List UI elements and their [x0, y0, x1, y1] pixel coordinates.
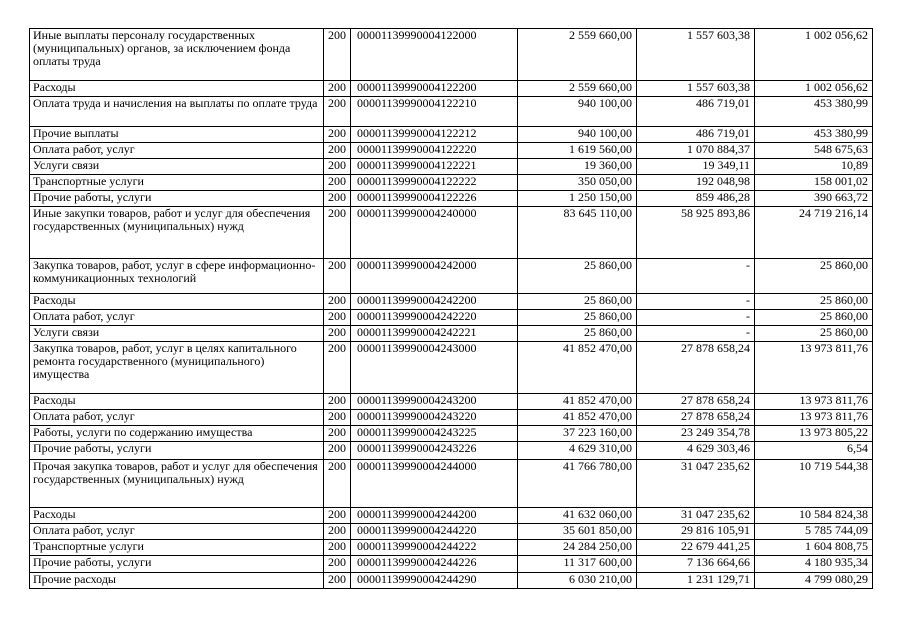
line-code-cell: 200	[324, 29, 351, 81]
table-row	[30, 143, 873, 159]
approved-amount-cell: 19 360,00	[518, 159, 637, 175]
approved-amount-cell: 350 050,00	[518, 175, 637, 191]
budget-classification-code-cell: 00001139990004242200	[351, 294, 518, 310]
expense-name-cell: Прочие работы, услуги	[30, 556, 324, 573]
executed-amount-cell: 29 816 105,91	[637, 524, 755, 540]
expense-name-cell: Оплата труда и начисления на выплаты по оплате труда	[30, 97, 324, 127]
unexecuted-amount-cell: 13 973 805,22	[755, 426, 873, 442]
executed-amount-cell: 1 070 884,37	[637, 143, 755, 159]
line-code-cell: 200	[324, 310, 351, 326]
unexecuted-amount-cell: 158 001,02	[755, 175, 873, 191]
budget-classification-code-cell: 00001139990004244290	[351, 573, 518, 589]
expense-name-cell: Оплата работ, услуг	[30, 143, 324, 159]
line-code-cell: 200	[324, 442, 351, 460]
line-code-cell: 200	[324, 410, 351, 426]
approved-amount-cell: 1 250 150,00	[518, 191, 637, 207]
unexecuted-amount-cell: 10,89	[755, 159, 873, 175]
executed-amount-cell: 859 486,28	[637, 191, 755, 207]
executed-amount-cell: -	[637, 310, 755, 326]
executed-amount-cell: 192 048,98	[637, 175, 755, 191]
line-code-cell: 200	[324, 394, 351, 410]
budget-classification-code-cell: 00001139990004243226	[351, 442, 518, 460]
approved-amount-cell: 940 100,00	[518, 127, 637, 143]
budget-classification-code-cell: 00001139990004244000	[351, 460, 518, 508]
expense-name-cell: Расходы	[30, 81, 324, 97]
budget-execution-table	[29, 28, 873, 589]
budget-execution-table-page	[29, 28, 873, 589]
unexecuted-amount-cell: 548 675,63	[755, 143, 873, 159]
line-code-cell: 200	[324, 426, 351, 442]
table-row	[30, 207, 873, 259]
approved-amount-cell: 940 100,00	[518, 97, 637, 127]
budget-classification-code-cell: 00001139990004244222	[351, 540, 518, 556]
unexecuted-amount-cell: 4 799 080,29	[755, 573, 873, 589]
executed-amount-cell: 27 878 658,24	[637, 394, 755, 410]
executed-amount-cell: 1 557 603,38	[637, 29, 755, 81]
executed-amount-cell: 1 231 129,71	[637, 573, 755, 589]
approved-amount-cell: 4 629 310,00	[518, 442, 637, 460]
table-row	[30, 326, 873, 342]
executed-amount-cell: 23 249 354,78	[637, 426, 755, 442]
line-code-cell: 200	[324, 326, 351, 342]
budget-classification-code-cell: 00001139990004242000	[351, 259, 518, 294]
unexecuted-amount-cell: 25 860,00	[755, 326, 873, 342]
expense-name-cell: Транспортные услуги	[30, 175, 324, 191]
unexecuted-amount-cell: 1 604 808,75	[755, 540, 873, 556]
table-row	[30, 556, 873, 573]
approved-amount-cell: 25 860,00	[518, 310, 637, 326]
line-code-cell: 200	[324, 143, 351, 159]
budget-classification-code-cell: 00001139990004243200	[351, 394, 518, 410]
line-code-cell: 200	[324, 259, 351, 294]
budget-classification-code-cell: 00001139990004122221	[351, 159, 518, 175]
expense-name-cell: Услуги связи	[30, 159, 324, 175]
unexecuted-amount-cell: 6,54	[755, 442, 873, 460]
expense-name-cell: Прочие работы, услуги	[30, 442, 324, 460]
line-code-cell: 200	[324, 540, 351, 556]
executed-amount-cell: 31 047 235,62	[637, 508, 755, 524]
line-code-cell: 200	[324, 127, 351, 143]
expense-name-cell: Оплата работ, услуг	[30, 310, 324, 326]
executed-amount-cell: 58 925 893,86	[637, 207, 755, 259]
approved-amount-cell: 24 284 250,00	[518, 540, 637, 556]
approved-amount-cell: 11 317 600,00	[518, 556, 637, 573]
approved-amount-cell: 35 601 850,00	[518, 524, 637, 540]
table-row	[30, 191, 873, 207]
budget-classification-code-cell: 00001139990004122210	[351, 97, 518, 127]
executed-amount-cell: 7 136 664,66	[637, 556, 755, 573]
executed-amount-cell: 486 719,01	[637, 97, 755, 127]
unexecuted-amount-cell: 13 973 811,76	[755, 342, 873, 394]
approved-amount-cell: 41 852 470,00	[518, 394, 637, 410]
executed-amount-cell: 27 878 658,24	[637, 410, 755, 426]
budget-classification-code-cell: 00001139990004243225	[351, 426, 518, 442]
table-row	[30, 159, 873, 175]
expense-name-cell: Прочие расходы	[30, 573, 324, 589]
budget-classification-code-cell: 00001139990004243000	[351, 342, 518, 394]
approved-amount-cell: 37 223 160,00	[518, 426, 637, 442]
approved-amount-cell: 41 852 470,00	[518, 410, 637, 426]
line-code-cell: 200	[324, 573, 351, 589]
expense-name-cell: Прочие работы, услуги	[30, 191, 324, 207]
unexecuted-amount-cell: 25 860,00	[755, 259, 873, 294]
unexecuted-amount-cell: 1 002 056,62	[755, 29, 873, 81]
expense-name-cell: Расходы	[30, 394, 324, 410]
executed-amount-cell: 486 719,01	[637, 127, 755, 143]
executed-amount-cell: -	[637, 294, 755, 310]
approved-amount-cell: 41 852 470,00	[518, 342, 637, 394]
budget-classification-code-cell: 00001139990004243220	[351, 410, 518, 426]
table-row	[30, 394, 873, 410]
line-code-cell: 200	[324, 342, 351, 394]
table-row	[30, 29, 873, 81]
line-code-cell: 200	[324, 556, 351, 573]
table-row	[30, 508, 873, 524]
unexecuted-amount-cell: 4 180 935,34	[755, 556, 873, 573]
line-code-cell: 200	[324, 81, 351, 97]
budget-classification-code-cell: 00001139990004242221	[351, 326, 518, 342]
budget-classification-code-cell: 00001139990004240000	[351, 207, 518, 259]
expense-name-cell: Прочая закупка товаров, работ и услуг для обеспечения государственных (муниципальных) нужд	[30, 460, 324, 508]
unexecuted-amount-cell: 10 719 544,38	[755, 460, 873, 508]
unexecuted-amount-cell: 1 002 056,62	[755, 81, 873, 97]
expense-name-cell: Прочие выплаты	[30, 127, 324, 143]
approved-amount-cell: 2 559 660,00	[518, 81, 637, 97]
table-row	[30, 259, 873, 294]
unexecuted-amount-cell: 24 719 216,14	[755, 207, 873, 259]
expense-name-cell: Иные закупки товаров, работ и услуг для обеспечения государственных (муниципальных) нужд	[30, 207, 324, 259]
line-code-cell: 200	[324, 175, 351, 191]
unexecuted-amount-cell: 25 860,00	[755, 310, 873, 326]
table-row	[30, 426, 873, 442]
table-row	[30, 410, 873, 426]
unexecuted-amount-cell: 25 860,00	[755, 294, 873, 310]
line-code-cell: 200	[324, 97, 351, 127]
table-row	[30, 127, 873, 143]
expense-name-cell: Услуги связи	[30, 326, 324, 342]
expense-name-cell: Закупка товаров, работ, услуг в целях капитального ремонта государственного (муниципального) имущества	[30, 342, 324, 394]
unexecuted-amount-cell: 13 973 811,76	[755, 394, 873, 410]
table-row	[30, 342, 873, 394]
line-code-cell: 200	[324, 524, 351, 540]
executed-amount-cell: 1 557 603,38	[637, 81, 755, 97]
budget-classification-code-cell: 00001139990004122200	[351, 81, 518, 97]
table-row	[30, 573, 873, 589]
expense-name-cell: Транспортные услуги	[30, 540, 324, 556]
executed-amount-cell: 19 349,11	[637, 159, 755, 175]
executed-amount-cell: 31 047 235,62	[637, 460, 755, 508]
executed-amount-cell: -	[637, 326, 755, 342]
expense-name-cell: Расходы	[30, 294, 324, 310]
table-row	[30, 460, 873, 508]
expense-name-cell: Иные выплаты персоналу государственных (муниципальных) органов, за исключением фонда оплаты труда	[30, 29, 324, 81]
executed-amount-cell: -	[637, 259, 755, 294]
approved-amount-cell: 6 030 210,00	[518, 573, 637, 589]
unexecuted-amount-cell: 390 663,72	[755, 191, 873, 207]
line-code-cell: 200	[324, 460, 351, 508]
approved-amount-cell: 1 619 560,00	[518, 143, 637, 159]
unexecuted-amount-cell: 10 584 824,38	[755, 508, 873, 524]
executed-amount-cell: 4 629 303,46	[637, 442, 755, 460]
approved-amount-cell: 25 860,00	[518, 326, 637, 342]
unexecuted-amount-cell: 5 785 744,09	[755, 524, 873, 540]
executed-amount-cell: 22 679 441,25	[637, 540, 755, 556]
expense-name-cell: Оплата работ, услуг	[30, 410, 324, 426]
budget-classification-code-cell: 00001139990004122212	[351, 127, 518, 143]
table-row	[30, 524, 873, 540]
budget-classification-code-cell: 00001139990004122222	[351, 175, 518, 191]
approved-amount-cell: 2 559 660,00	[518, 29, 637, 81]
approved-amount-cell: 25 860,00	[518, 294, 637, 310]
budget-classification-code-cell: 00001139990004244200	[351, 508, 518, 524]
approved-amount-cell: 83 645 110,00	[518, 207, 637, 259]
budget-classification-code-cell: 00001139990004122226	[351, 191, 518, 207]
line-code-cell: 200	[324, 508, 351, 524]
table-row	[30, 310, 873, 326]
budget-classification-code-cell: 00001139990004122220	[351, 143, 518, 159]
unexecuted-amount-cell: 453 380,99	[755, 97, 873, 127]
expense-name-cell: Закупка товаров, работ, услуг в сфере информационно-коммуникационных технологий	[30, 259, 324, 294]
line-code-cell: 200	[324, 207, 351, 259]
approved-amount-cell: 25 860,00	[518, 259, 637, 294]
line-code-cell: 200	[324, 191, 351, 207]
table-row	[30, 175, 873, 191]
approved-amount-cell: 41 766 780,00	[518, 460, 637, 508]
table-row	[30, 442, 873, 460]
line-code-cell: 200	[324, 159, 351, 175]
table-body	[30, 29, 873, 589]
table-row	[30, 294, 873, 310]
budget-classification-code-cell: 00001139990004244226	[351, 556, 518, 573]
budget-classification-code-cell: 00001139990004244220	[351, 524, 518, 540]
unexecuted-amount-cell: 13 973 811,76	[755, 410, 873, 426]
unexecuted-amount-cell: 453 380,99	[755, 127, 873, 143]
expense-name-cell: Оплата работ, услуг	[30, 524, 324, 540]
expense-name-cell: Расходы	[30, 508, 324, 524]
approved-amount-cell: 41 632 060,00	[518, 508, 637, 524]
budget-classification-code-cell: 00001139990004242220	[351, 310, 518, 326]
expense-name-cell: Работы, услуги по содержанию имущества	[30, 426, 324, 442]
budget-classification-code-cell: 00001139990004122000	[351, 29, 518, 81]
table-row	[30, 97, 873, 127]
table-row	[30, 540, 873, 556]
line-code-cell: 200	[324, 294, 351, 310]
table-row	[30, 81, 873, 97]
executed-amount-cell: 27 878 658,24	[637, 342, 755, 394]
